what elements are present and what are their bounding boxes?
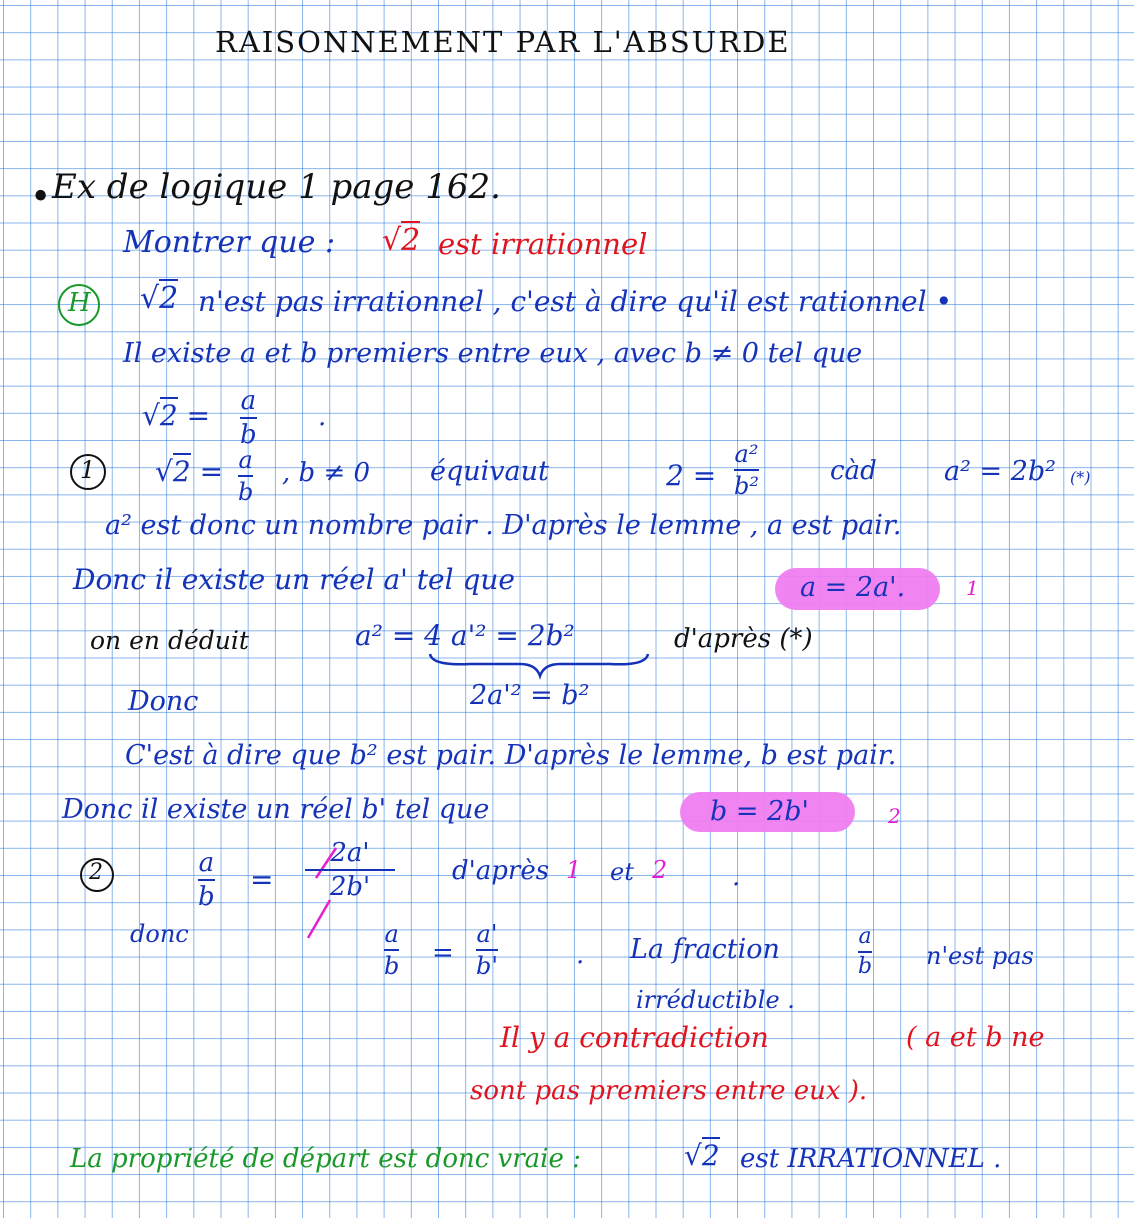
fraction-numerator: a' bbox=[476, 920, 498, 948]
fraction-denominator: b bbox=[240, 420, 257, 450]
deduce-ref: d'après (*) bbox=[674, 624, 813, 654]
fraction-denominator: b bbox=[238, 478, 254, 506]
page-title: RAISONNEMENT PAR L'ABSURDE bbox=[215, 25, 791, 59]
step1-condition: , b ≠ 0 bbox=[282, 458, 371, 488]
hypothesis-dot: . bbox=[318, 402, 327, 432]
mark-1: 1 bbox=[966, 576, 979, 600]
fraction-numerator: a bbox=[384, 920, 399, 948]
step1-marker: 1 bbox=[80, 456, 96, 484]
exercise-heading: Ex de logique 1 page 162. bbox=[52, 167, 501, 207]
step1-star: (*) bbox=[1070, 468, 1091, 487]
step2-fraction5 bbox=[858, 926, 872, 978]
step1-two-eq: 2 = bbox=[666, 459, 717, 492]
step2-dot: . bbox=[732, 862, 741, 892]
step2-fraction-left bbox=[198, 850, 215, 910]
conclusion-root: 2 bbox=[701, 1139, 720, 1172]
fraction-numerator: a bbox=[240, 386, 257, 416]
fraction-text-c: irréductible . bbox=[636, 986, 795, 1014]
fraction-bar bbox=[858, 951, 872, 953]
fraction-numerator: a bbox=[238, 446, 253, 474]
hypothesis-fraction bbox=[240, 388, 257, 448]
step2-fraction3 bbox=[384, 922, 399, 978]
fraction-bar bbox=[476, 949, 498, 951]
step2-ref2: 2 bbox=[652, 856, 668, 884]
conclusion-irrational: est IRRATIONNEL . bbox=[740, 1144, 1002, 1174]
contradiction-line1: Il y a contradiction bbox=[500, 1021, 769, 1054]
claim-text: est irrationnel bbox=[438, 227, 648, 261]
fraction-denominator: b bbox=[384, 952, 400, 980]
fraction-bar bbox=[198, 879, 215, 881]
step2-fraction-right bbox=[305, 840, 395, 900]
step2-after: d'après bbox=[452, 856, 550, 886]
deduce-label: on en déduit bbox=[90, 626, 249, 655]
fraction-bar bbox=[238, 475, 253, 477]
step1-line3: Donc il existe un réel a' tel que bbox=[73, 563, 515, 596]
donc-label: Donc bbox=[128, 686, 199, 717]
step1-fraction2 bbox=[734, 442, 759, 498]
fraction-denominator: b' bbox=[476, 952, 498, 980]
step2-marker: 2 bbox=[89, 860, 103, 885]
claim-sqrt2: √2 bbox=[382, 223, 421, 258]
hypothesis-line2: Il existe a et b premiers entre eux , avec b ≠ 0 tel que bbox=[123, 338, 863, 369]
fraction-bar bbox=[734, 469, 759, 471]
hypothesis-line1: n'est pas irrationnel , c'est à dire qu'il est rationnel • bbox=[198, 285, 952, 318]
hypothesis-eq-sqrt2: √2 = bbox=[142, 399, 211, 432]
step2-fraction4 bbox=[476, 922, 498, 978]
hypothesis-root: 2 bbox=[159, 281, 179, 316]
step1-line2: a² est donc un nombre pair . D'après le lemme , a est pair. bbox=[105, 510, 902, 541]
brace-result: 2a'² = b² bbox=[470, 680, 590, 711]
fraction-numerator: a bbox=[858, 924, 872, 949]
fraction-denominator: b bbox=[198, 882, 215, 912]
fraction-bar bbox=[384, 949, 399, 951]
step1-equiv: équivaut bbox=[430, 456, 549, 487]
step1-fraction bbox=[238, 448, 253, 504]
conclusion-sqrt2: √2 bbox=[684, 1139, 720, 1172]
fraction-numerator: a² bbox=[734, 440, 759, 468]
hypothesis-sqrt2: √2 bbox=[140, 281, 179, 316]
step2-equals: = bbox=[250, 863, 274, 896]
mark-2: 2 bbox=[888, 804, 901, 828]
fraction-numerator: 2a' bbox=[330, 838, 370, 868]
contradiction-paren: ( a et b ne bbox=[906, 1022, 1045, 1053]
step2-donc: donc bbox=[130, 920, 189, 948]
hypothesis-eq-root: 2 bbox=[159, 399, 178, 432]
fraction-text-b: n'est pas bbox=[926, 942, 1034, 970]
line-b-even: C'est à dire que b² est pair. D'après le lemme, b est pair. bbox=[125, 740, 897, 771]
line-b-exists: Donc il existe un réel b' tel que bbox=[62, 794, 490, 825]
claim-root: 2 bbox=[401, 223, 421, 258]
hypothesis-marker: H bbox=[68, 288, 91, 318]
deduce-equation: a² = 4 a'² = 2b² bbox=[355, 619, 575, 652]
bullet: • bbox=[30, 177, 52, 218]
step1-ced: càd bbox=[830, 456, 877, 486]
fraction-bar bbox=[305, 869, 395, 871]
step1-root: 2 bbox=[172, 455, 191, 488]
step2-ref1: 1 bbox=[566, 856, 582, 884]
fraction-denominator: b bbox=[858, 954, 873, 979]
contradiction-line2: sont pas premiers entre eux ). bbox=[470, 1076, 868, 1106]
fraction-text-a: La fraction bbox=[630, 934, 780, 965]
conclusion-text: La propriété de départ est donc vraie : bbox=[70, 1144, 581, 1174]
step2-equals2: = bbox=[432, 938, 454, 968]
step2-dot2: . bbox=[576, 940, 585, 970]
step1-a2-eq: a² = 2b² bbox=[944, 456, 1056, 487]
box-b-equation: b = 2b' bbox=[710, 796, 809, 827]
fraction-denominator: b² bbox=[734, 472, 759, 500]
step1-sqrt2: √2 = bbox=[155, 455, 224, 488]
fraction-numerator: a bbox=[198, 848, 215, 878]
show-label: Montrer que : bbox=[123, 225, 336, 260]
fraction-denominator: 2b' bbox=[329, 872, 371, 902]
fraction-bar bbox=[240, 417, 257, 419]
step2-et: et bbox=[610, 858, 634, 886]
box-a-equation: a = 2a'. bbox=[800, 572, 906, 603]
